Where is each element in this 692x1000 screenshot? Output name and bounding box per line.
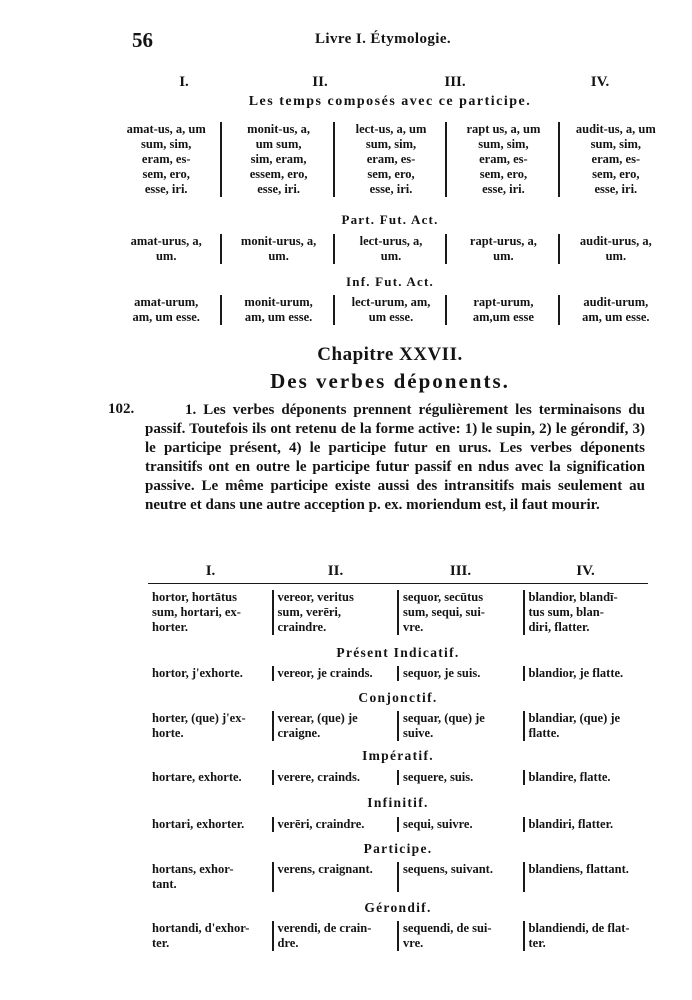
part-fut-1: amat-urus, a, um. [130,234,202,263]
paragraph-number: 102. [108,401,135,417]
dep-vereor: vereor, veritus sum, verēri, craindre. [272,590,398,635]
ger-4: blandiendi, de flat- ter. [523,921,649,951]
dep-numeral-4: IV. [576,563,595,579]
compound-tenses-heading: Les temps composés avec ce participe. [248,94,532,109]
compound-tenses-row [110,122,670,197]
numeral-3: III. [444,74,466,90]
section-row-conjonctif [148,711,648,741]
imp-3: sequere, suis. [397,770,523,785]
ger-3: sequendi, de sui- vre. [397,921,523,951]
page-number: 56 [132,28,153,52]
part-fut-2: monit-urus, a, um. [220,234,332,264]
present-1: hortor, j'exhorte. [152,666,243,680]
running-head [132,28,652,58]
section-row-gerondif [148,921,648,951]
section-heading-present: Présent Indicatif. [336,645,460,660]
section-row-imperatif [148,770,648,785]
conj-4: blandiar, (que) je flatte. [523,711,649,741]
inf-fut-3: lect-urum, am, um esse. [333,295,445,325]
section-heading-participe: Participe. [363,841,433,856]
section-row-present [148,666,648,681]
numeral-4: IV. [590,74,610,90]
cell-raptus: rapt us, a, um sum, sim, eram, es- sem, ero, esse, iri. [445,122,557,197]
table-rule [148,583,648,584]
present-4: blandior, je flatte. [523,666,649,681]
section-row-infinitif [148,817,648,832]
part-1: hortans, exhor- tant. [152,862,234,891]
chapter-title: Chapitre XXVII. [317,344,463,365]
part-fut-heading: Part. Fut. Act. [341,212,439,227]
imp-4: blandire, flatte. [523,770,649,785]
section-row-participe [148,862,648,892]
numeral-1: I. [179,74,189,90]
part-fut-4: rapt-urus, a, um. [445,234,557,264]
dep-hortor: hortor, hortātus sum, hortari, ex- horter. [152,590,241,634]
inf-fut-2: monit-urum, am, um esse. [220,295,332,325]
section-heading-conjonctif: Conjonctif. [358,690,438,705]
cell-auditus: audit-us, a, um sum, sim, eram, es- sem, ero, esse, iri. [558,122,670,197]
dep-numeral-1: I. [205,563,216,579]
part-fut-5: audit-urus, a, um. [558,234,670,264]
inf-fut-4: rapt-urum, am,um esse [445,295,557,325]
present-2: vereor, je crainds. [272,666,398,681]
inf-2: verēri, craindre. [272,817,398,832]
inf-fut-heading: Inf. Fut. Act. [346,274,434,289]
deponent-numerals [148,563,648,585]
inf-4: blandiri, flatter. [523,817,649,832]
imp-2: verere, crainds. [272,770,398,785]
inf-fut-5: audit-urum, am, um esse. [558,295,670,325]
dep-numeral-3: III. [449,563,472,579]
numeral-2: II. [312,74,328,90]
imp-1: hortare, exhorte. [152,770,242,784]
conj-3: sequar, (que) je suive. [397,711,523,741]
cell-monitus: monit-us, a, um sum, sim, eram, essem, ero, esse, iri. [220,122,332,197]
part-3: sequens, suivant. [397,862,523,892]
paragraph-text: 1. Les verbes déponents prennent régulièrement les terminaisons du passif. Toutefois ils ont retenu de la forme active: 1) le supin, 2) le gérondif, 3) le participe présent, 4) le participe futur en urus. Les verbes déponents transitifs ont en outre le participe futur passif en ndus avec la signification passive. Le même participe existe aussi des intransitifs mais seulement au neutre et dans une autre acception p. ex. moriendum est, il faut mourir. [145,402,645,513]
part-fut-3: lect-urus, a, um. [333,234,445,264]
conj-1: horter, (que) j'ex- horte. [152,711,246,740]
top-table-numerals [110,74,670,96]
part-4: blandiens, flattant. [523,862,649,892]
dep-sequor: sequor, secūtus sum, sequi, sui- vre. [397,590,523,635]
section-heading-infinitif: Infinitif. [367,795,429,810]
running-title: Livre I. Étymologie. [315,31,452,47]
part-fut-row [110,234,670,264]
dep-numeral-2: II. [327,563,344,579]
chapter-subtitle: Des verbes déponents. [270,369,510,393]
inf-3: sequi, suivre. [397,817,523,832]
section-heading-imperatif: Impératif. [362,748,434,763]
cell-lectus: lect-us, a, um sum, sim, eram, es- sem, ero, esse, iri. [333,122,445,197]
ger-2: verendi, de crain- dre. [272,921,398,951]
inf-fut-row [110,295,670,325]
ger-1: hortandi, d'exhor- ter. [152,921,250,950]
present-3: sequor, je suis. [397,666,523,681]
paragraph-body [145,401,645,515]
cell-amatus: amat-us, a, um sum, sim, eram, es- sem, ero, esse, iri. [126,122,206,196]
inf-1: hortari, exhorter. [152,817,245,831]
part-2: verens, craignant. [272,862,398,892]
deponent-first-row [148,590,648,635]
conj-2: verear, (que) je craigne. [272,711,398,741]
inf-fut-1: amat-urum, am, um esse. [132,295,200,324]
section-heading-gerondif: Gérondif. [364,900,432,915]
dep-blandior: blandior, blandī- tus sum, blan- diri, flatter. [523,590,649,635]
